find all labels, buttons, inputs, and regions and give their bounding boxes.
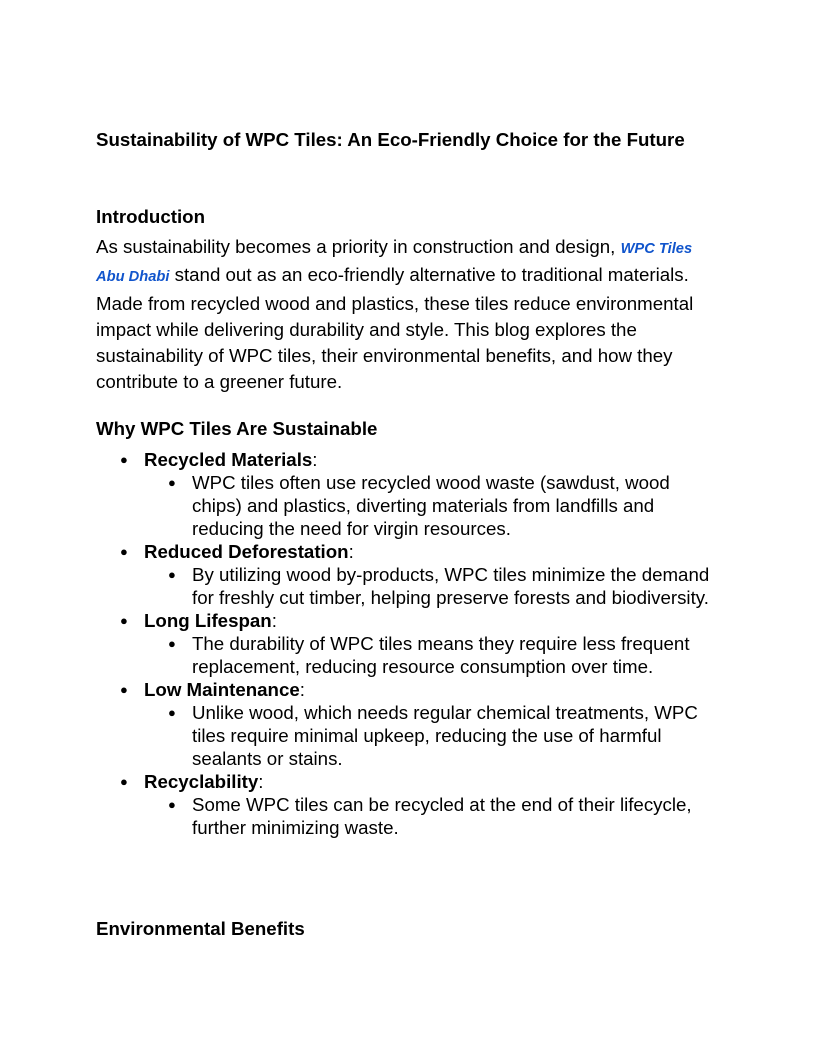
environmental-benefits-heading: Environmental Benefits <box>96 918 305 939</box>
intro-heading: Introduction <box>96 206 205 227</box>
sustainability-list <box>96 448 720 839</box>
sub-list-item <box>144 632 720 678</box>
page-title: Sustainability of WPC Tiles: An Eco-Friendly Choice for the Future <box>96 129 685 150</box>
item-detail: By utilizing wood by-products, WPC tiles minimize the demand for freshly cut timber, helping preserve forests and biodiversity. <box>192 564 710 608</box>
why-heading: Why WPC Tiles Are Sustainable <box>96 418 378 439</box>
sub-list-item <box>144 701 720 770</box>
bullet-icon: ● <box>168 797 176 812</box>
wpc-tiles-link[interactable]: WPC Tiles Abu Dhabi <box>96 241 693 286</box>
list-item-long-lifespan: ● Long Lifespan: ● The durability of WPC tiles means they require less frequent replacement, reducing resource consumption over time. <box>96 609 720 678</box>
intro-text-before-link: As sustainability becomes a priority in construction and design, <box>96 236 621 257</box>
item-detail: Unlike wood, which needs regular chemical treatments, WPC tiles require minimal upkeep, reducing the use of harmful sealants or stains. <box>192 702 698 769</box>
sub-list-item <box>144 563 720 609</box>
item-detail: Some WPC tiles can be recycled at the end of their lifecycle, further minimizing waste. <box>192 794 692 838</box>
list-item-reduced-deforestation: ● Reduced Deforestation: ● By utilizing wood by-products, WPC tiles minimize the demand for freshly cut timber, helping preserve forests and biodiversity. <box>96 540 720 609</box>
sub-list-item <box>144 471 720 540</box>
intro-paragraph <box>96 234 720 396</box>
item-detail: The durability of WPC tiles means they require less frequent replacement, reducing resource consumption over time. <box>192 633 690 677</box>
list-item-recyclability: ● Recyclability: ● Some WPC tiles can be recycled at the end of their lifecycle, further minimizing waste. <box>96 770 720 839</box>
bullet-icon: ● <box>168 636 176 651</box>
bullet-icon: ● <box>120 774 128 789</box>
bullet-icon: ● <box>120 544 128 559</box>
sub-list-item <box>144 793 720 839</box>
bullet-icon: ● <box>120 613 128 628</box>
item-label: Recycled Materials <box>144 449 313 470</box>
list-item-low-maintenance: ● Low Maintenance: ● Unlike wood, which needs regular chemical treatments, WPC tiles require minimal upkeep, reducing the use of harmful sealants or stains. <box>96 678 720 770</box>
bullet-icon: ● <box>120 452 128 467</box>
bullet-icon: ● <box>120 682 128 697</box>
intro-text-after-link: stand out as an eco-friendly alternative to traditional materials. Made from recycled wood and plastics, these tiles reduce environmental impact while delivering durability and style. This blog explores the sustainability of WPC tiles, their environmental benefits, and how they contribute to a greener future. <box>96 264 694 393</box>
item-label: Reduced Deforestation <box>144 541 349 562</box>
bullet-icon: ● <box>168 567 176 582</box>
bullet-icon: ● <box>168 705 176 720</box>
item-detail: WPC tiles often use recycled wood waste (sawdust, wood chips) and plastics, diverting materials from landfills and reducing the need for virgin resources. <box>192 472 670 539</box>
item-label: Long Lifespan <box>144 610 272 631</box>
item-label: Recyclability <box>144 771 259 792</box>
item-label: Low Maintenance <box>144 679 300 700</box>
list-item-recycled-materials: ● Recycled Materials: ● WPC tiles often use recycled wood waste (sawdust, wood chips) and plastics, diverting materials from landfills and reducing the need for virgin resources. <box>96 448 720 540</box>
bullet-icon: ● <box>168 475 176 490</box>
